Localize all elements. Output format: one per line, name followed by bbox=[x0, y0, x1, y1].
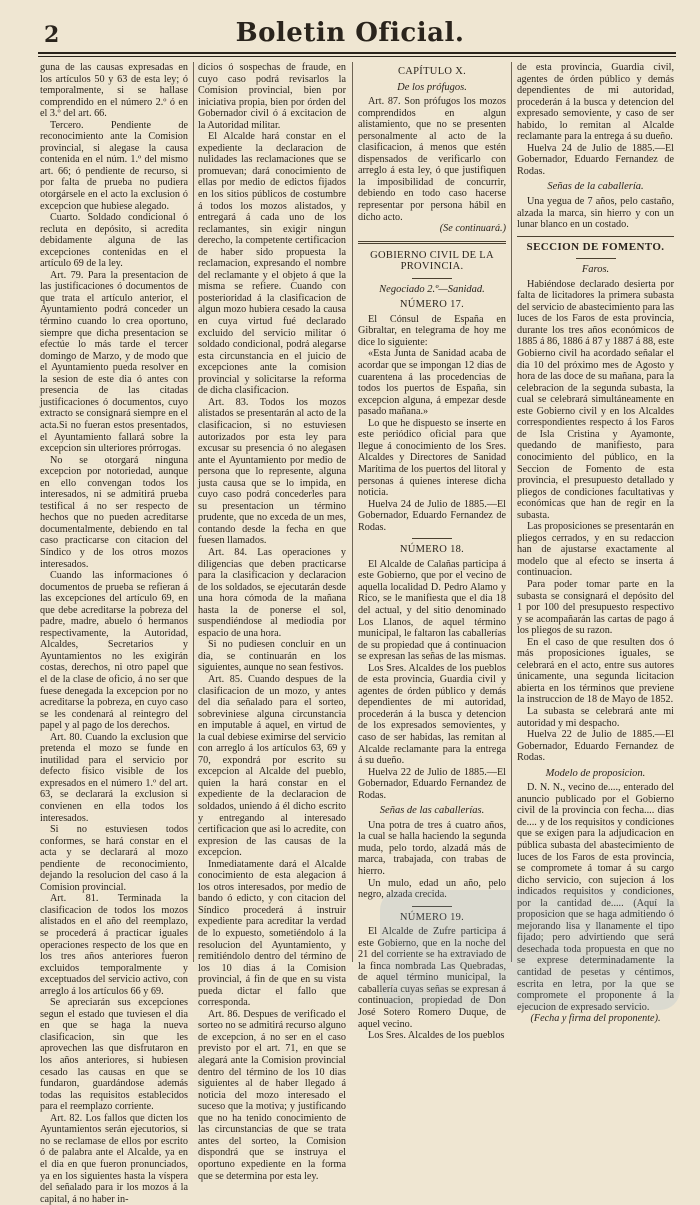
paragraph: Los Sres. Alcaldes de los pueblos bbox=[368, 1030, 505, 1042]
signature: Huelva 22 de Julio de 1885.—El Gobernador, Eduardo Fernandez de Rodas. bbox=[358, 766, 506, 801]
paragraph: El Alcalde de Zufre participa á este Gobierno, que en la noche del 21 del corriente se ha extraviado de la finca nombrada Las Quebradas, de aquel término municipal, la caballería cuyas señas se expresan á continuacion, propiedad de Don José Sotero Romero Duque, de aquel vecino. bbox=[358, 926, 506, 1030]
header-rule bbox=[38, 52, 676, 57]
paragraph: Art. 87. Son prófugos los mozos comprendidos en algun alistamiento, que no se presenten personalmente al acto de la clasificacion, á menos que estén dispensados de verificarlo con arreglo á esta ley, ó que justifiquen la imposibilidad de concurrir, debiendo en todo caso hacerse representar por persona hábil en dicho acto. bbox=[358, 96, 506, 223]
column-divider bbox=[352, 62, 353, 962]
paragraph: guna de las causas expresadas en los artículos 50 y 63 de esta ley; ó temporalmente, si se hallase comprendido en el número 2.º ó en el 3.º del art. 66. bbox=[40, 62, 188, 120]
negociado-title: Negociado 2.º—Sanidad. bbox=[379, 283, 485, 295]
paragraph: Cuando las informaciones ó documentos de prueba se refieran á las excepciones del artículo 69, en que debe acreditarse la pobreza del padre, madre, abuelo ó hermanos respectivamente, la Autoridad, Alcaldes, Secretarios y Ayuntamientos no les exigirán costas, derechos, ni otro papel que el de la clase de oficio, á no ser que fuese denegada la excepcion por no acreditarse la pobreza, en cuyo caso se les condenará al reintegro del papel y al pago de los derechos. bbox=[40, 570, 188, 732]
paragraph: Una potra de tres á cuatro años, la cual se halla haciendo la segunda muda, pelo tordo, alzadá más de marca, trabajada, con trabas de hierro. bbox=[358, 819, 506, 877]
paragraph: Cuarto. Soldado condicional ó recluta en depósito, si acredita debidamente alguna de las excepciones contenidas en el artículo 69 de la ley. bbox=[40, 212, 188, 270]
paragraph: Una yegua de 7 años, pelo castaño, alzada la marca, sin hierro y con un lunar blanco en un costado. bbox=[517, 196, 674, 231]
chapter-title: CAPÍTULO X. bbox=[397, 66, 467, 77]
column-1 bbox=[40, 62, 188, 1205]
continuation-note: (Se continuará.) bbox=[439, 223, 506, 235]
paragraph: Si no estuviesen todos conformes, se hará constar en el acta y se declarará al mozo pendiente de reconocimiento, dejando la resolucion del caso á la Comision provincial. bbox=[40, 824, 188, 893]
paragraph: Un mulo, edad un año, pelo negro, alzada crecida. bbox=[358, 877, 506, 901]
paragraph: Art. 86. Despues de verificado el sorteo no se admitirá recurso alguno de excepcion, á no ser en el caso previsto por el art. 71, en que se alegará ante la Comision provincial dentro del término de los 10 dias siguientes al de haber llegado á noticia del mozo interesado el suceso que la motiva; y justificando que no ha tenido conocimiento de las circunstancias de que se trata antes del sorteo, la Comision dispondrá que se instruya el oportuno expediente en la forma que se determina por esta ley. bbox=[198, 1008, 346, 1182]
paragraph: Tercero. Pendiente de reconocimiento ante la Comision provincial, si alegase la causa contenida en el núm. 1.º del mismo art. 66; ó pendiente de recurso, si por falta de prueba no pudiera otorgársele en el acto la exclusion ó excepcion que hubiese alegado. bbox=[40, 119, 188, 212]
section-rule bbox=[358, 241, 506, 244]
signature: Huelva 24 de Julio de 1885.—El Gobernador, Eduardo Fernandez de Rodas. bbox=[358, 498, 506, 533]
signature: Huelva 22 de Julio de 1885.—El Gobernador, Eduardo Fernandez de Rodas. bbox=[517, 729, 674, 764]
paragraph: Art. 80. Cuando la exclusion que pretenda el mozo se funde en inutilidad para el servicio por defecto físico visible de los expresados en el número 1.º del art. 63, se declarará la exclusion si convienen en ella todos los interesados. bbox=[40, 731, 188, 824]
paragraph: Art. 79. Para la presentacion de las justificaciones ó documentos de que trata el artículo anterior, el Ayuntamiento podrá conceder un término cuando lo crea oportuno, siempre que dicha presentacion se efectúe lo más tarde el tercer domingo de Marzo, y de modo que el Ayuntamiento pueda resolver en la sesion de este dia ó antes con presencia de las citadas justificaciones ó documentos, cuyo extracto se consignará siempre en el acta.Si no fueran estos presentados, el Ayuntamiento fallará sobre la excepcion sin ulteriores prórrogas. bbox=[40, 269, 188, 455]
subsection-title: Faros. bbox=[581, 264, 610, 276]
paragraph: Para poder tomar parte en la subasta se consignará el depósito del 1 por 100 del presupuesto respectivo y se acompañarán las cartas de pago á los pliegos de su razon. bbox=[517, 578, 674, 637]
column-2 bbox=[198, 62, 346, 1182]
paragraph: Inmediatamente dará el Alcalde conocimiento de esta alegacion á los otros interesados, por medio de bando ó edicto, y con citacion del Síndico procederá á instruir expediente para acreditar la verdad de lo expuesto, sometiéndolo á la resolucion del Ayuntamiento, y remitiéndolo dentro del término de los 10 dias á la Comision provincial, á fin de que en su vista pueda dictar el fallo que corresponda. bbox=[198, 858, 346, 1009]
page-number: 2 bbox=[44, 22, 60, 48]
number-heading: NÚMERO 17. bbox=[399, 299, 465, 311]
chapter-subtitle: De los prófugos. bbox=[397, 81, 467, 93]
subsection-title: Señas de la caballería. bbox=[547, 181, 644, 193]
paragraph: Habiéndose declarado desierta por falta de licitadores la primera subasta del servicio de abastecimiento para las luces de los Faros de esta provincia, durante los tres años económicos de 1885 á 86, 1886 á 87 y 1887 á 88, este Gobierno civil ha acordado señalar el dia 10 del próximo mes de Agosto y hora de las doce de su mañana, para la celebracion de la segunda subasta, la cual se celebrará simultáneamente en este Gobierno civil y en los Alcaldes correspondientes respecto á los Faros de Isla Cristina y Ayamonte, quedando de manifiesto, para conocimiento del público, en la Seccion de Fomento de esta provincia, el presupuesto detallado y pliegos de condiciones facultativas y económicas que han de regir en la subasta. bbox=[517, 278, 674, 521]
column-4 bbox=[517, 62, 674, 1025]
paragraph: Art. 83. Todos los mozos alistados se presentarán al acto de la clasificacion, si no estuviesen autorizados por esta ley para excusar su presencia ó no alegasen ante el Ayuntamiento por medio de persona que lo represente, alguna justa causa que se lo impida, en cuyo caso podrá concederles para su presentacion un término prudente, que no exceda de un mes, contando desde la fecha en que fuesen llamados. bbox=[198, 396, 346, 547]
column-3 bbox=[358, 62, 506, 1042]
paragraph: dicios ó sospechas de fraude, en cuyo caso podrá revisarlos la Comision provincial, bien por iniciativa propia, bien por órden del Gobernador civil ó á excitacion de la Autoridad militar. bbox=[198, 62, 346, 131]
subsection-title: Modelo de proposicion. bbox=[545, 767, 646, 779]
paragraph: El Alcalde de Calañas participa á este Gobierno, que por el vecino de aquella localidad D. Pedro Alamo y Rico, se le manifiesta que el dia 18 del actual, y del sitio denominado Los Llanos, de aquel término municipal, le faltaron las caballerías de su propiedad que á continuacion se expresan las señas de las mismas. bbox=[358, 558, 506, 663]
paragraph: No se otorgará ninguna excepcion por notoriedad, aunque en ello convengan todos los interesados, ni se admitirá prueba testifical á no ser respecto de hechos que no pueden acreditarse documentalmente, debiendo en tal caso practicarse con citacion del Síndico y de los otros mozos interesados. bbox=[40, 454, 188, 570]
number-heading: NÚMERO 19. bbox=[399, 911, 465, 923]
section-title: GOBIERNO CIVIL DE LA PROVINCIA. bbox=[370, 249, 494, 273]
paragraph: Se apreciarán sus excepciones segun el estado que tuviesen el dia en que se haga la nueva clasificacion, sin que les aprovechen las que disfrutaron en los años anteriores, si hubiesen cesado las causas en que se fundaron, guardándose además todas las requisitos establecidos para el reemplazo corriente. bbox=[40, 997, 188, 1113]
paragraph: La subasta se celebrará ante mi autoridad y mi despacho. bbox=[517, 705, 674, 729]
paragraph: Los Sres. Alcaldes de los pueblos de esta provincia, Guardia civil y agentes de órden público y demás dependientes de mi autoridad, procederán á la busca y detencion de los expresados semovientes, y caso de ser habidas, las remitan al Alcalde reclamante para la entrega á su dueño. bbox=[358, 662, 506, 767]
paragraph: Art. 84. Las operaciones y diligencias que deben practicarse para la clasificacion y declaracion de los soldados, se ejecutarán desde una hora cómoda de la mañana hasta la de ponerse el sol, suspendiéndose al mediodia por espacio de una hora. bbox=[198, 546, 346, 639]
divider bbox=[412, 538, 452, 539]
paragraph: «Esta Junta de Sanidad acaba de acordar que se impongan 12 dias de cuarentena á las procedencias de todos los puertos de España, sin excepcion alguna, á empezar desde pasado mañana.» bbox=[358, 348, 506, 418]
paragraph: D. N. N., vecino de...., enterado del anuncio publicado por el Gobierno civil de la provincia con fecha.... dias de.... y de los requisitos y condiciones que se exigen para la adjudicacion en pública subasta del abastecimiento de luces de los Faros de esta provincia, se compromete á tomar á su cargo dicho servicio, con sujecion á los indicados requisitos y condiciones, por la cantidad de..... (Aquí la proposicion que se haga admitiendo ó mejorando lisa y llanamente el tipo fijado; pero advirtiendo que será desechada toda propuesta en que no se exprese determinadamente la cantidad de pesetas y céntimos, escrita en letra, por la que se compromete el proponente á la ejecucion de expresado servicio. bbox=[517, 782, 674, 1013]
number-heading: NÚMERO 18. bbox=[399, 544, 465, 556]
paragraph: El Alcalde hará constar en el expediente la declaracion de nulidades las reclamaciones que se promuevan; dará conocimiento de ellas por medio de edictos fijados en los sitios públicos de costumbre á todos los mozos alistados, y entregará á cada uno de los reclamantes, sin exigir ningun derecho, la competente certificacion de haber sido propuesta la reclamacion, expresando el nombre del reclamante y el objeto á que la misma se refiere. Cuando con posterioridad á la clasificacion de algun mozo hubiera cesado la causa en cuya virtud fué declarado excluido del servicio militar ó soldado condicional, podrá alegarse esta circunstancia en el juicio de excepciones ante la comision provincial y solicitarse la reforma de dicha clasificacion. bbox=[198, 131, 346, 397]
paragraph: Lo que he dispuesto se inserte en este periódico oficial para que llegue á conocimiento de los Sres. Alcaldes y Directores de Sanidad Marítima de los puertos del litoral y personas á quienes interese dicha noticia. bbox=[358, 417, 506, 499]
signature-note: (Fecha y firma del proponente). bbox=[530, 1013, 661, 1025]
subsection-title: Señas de las caballerías. bbox=[379, 805, 485, 817]
divider bbox=[412, 906, 452, 907]
divider bbox=[576, 258, 616, 259]
section-title: SECCION DE FOMENTO. bbox=[526, 240, 665, 253]
paragraph: Si no pudiesen concluir en un dia, se continuarán en los siguientes, aunque no sean festivos. bbox=[198, 639, 346, 674]
masthead-title: Boletin Oficial. bbox=[235, 18, 465, 48]
paragraph: de esta provincia, Guardia civil, agentes de órden público y demás dependientes de mi autoridad, procederán á la busca y detencion del expresado semoviente, y caso de ser habido, lo remitan al Alcalde reclamante para la entrega á su dueño. bbox=[517, 62, 674, 143]
paragraph: Art. 85. Cuando despues de la clasificacion de un mozo, y antes del dia señalado para el sorteo, sobreviniese alguna circunstancia en imputable á aquel, en virtud de la cual debiese eximirse del servicio con arreglo á los artículos 63, 69 y 70, expondrá por escrito su excepcion al Alcalde del pueblo, quien la hará constar en el expediente de la declaracion de soldados, uniendo á él dicho escrito y entregando al interesado certificacion que asi lo acredite, con expresion de las causas de la excepcion. bbox=[198, 673, 346, 859]
column-divider bbox=[193, 62, 194, 962]
paragraph: El Cónsul de España en Gibraltar, en telegrama de hoy me dice lo siguiente: bbox=[358, 313, 506, 348]
paragraph: En el caso de que resulten dos ó más proposiciones iguales, se celebrará en el acto, entre sus autores únicamente, una segunda licitacion abierta en los términos que previene la instruccion de 18 de Mayo de 1852. bbox=[517, 636, 674, 706]
paragraph: Art. 81. Terminada la clasificacion de todos los mozos alistados en el año del reemplazo, se procederá á practicar iguales operaciones respecto de los que en los tres años anteriores fueron excluidos temporalmente y exceptuados del servicio activo, con arreglo á los artículos 66 y 69. bbox=[40, 893, 188, 997]
column-divider bbox=[511, 62, 512, 962]
signature: Huelva 24 de Julio de 1885.—El Gobernador, Eduardo Fernandez de Rodas. bbox=[517, 142, 674, 177]
paragraph: Las proposiciones se presentarán en pliegos cerrados, y en su redaccion han de ajustarse exactamente al modelo que al efecto se inserta á continuacion. bbox=[517, 521, 674, 579]
divider bbox=[412, 278, 452, 279]
section-rule bbox=[517, 236, 674, 237]
paragraph: Art. 82. Los fallos que dicten los Ayuntamientos serán ejecutorios, si no se reclamase de ellos por escrito ó de palabra ante el Alcalde, ya en el dia en que fueron pronunciados, ya en los siguientes hasta la víspera del señalado para ir los mozos á la capital, á no haber in- bbox=[40, 1112, 188, 1205]
